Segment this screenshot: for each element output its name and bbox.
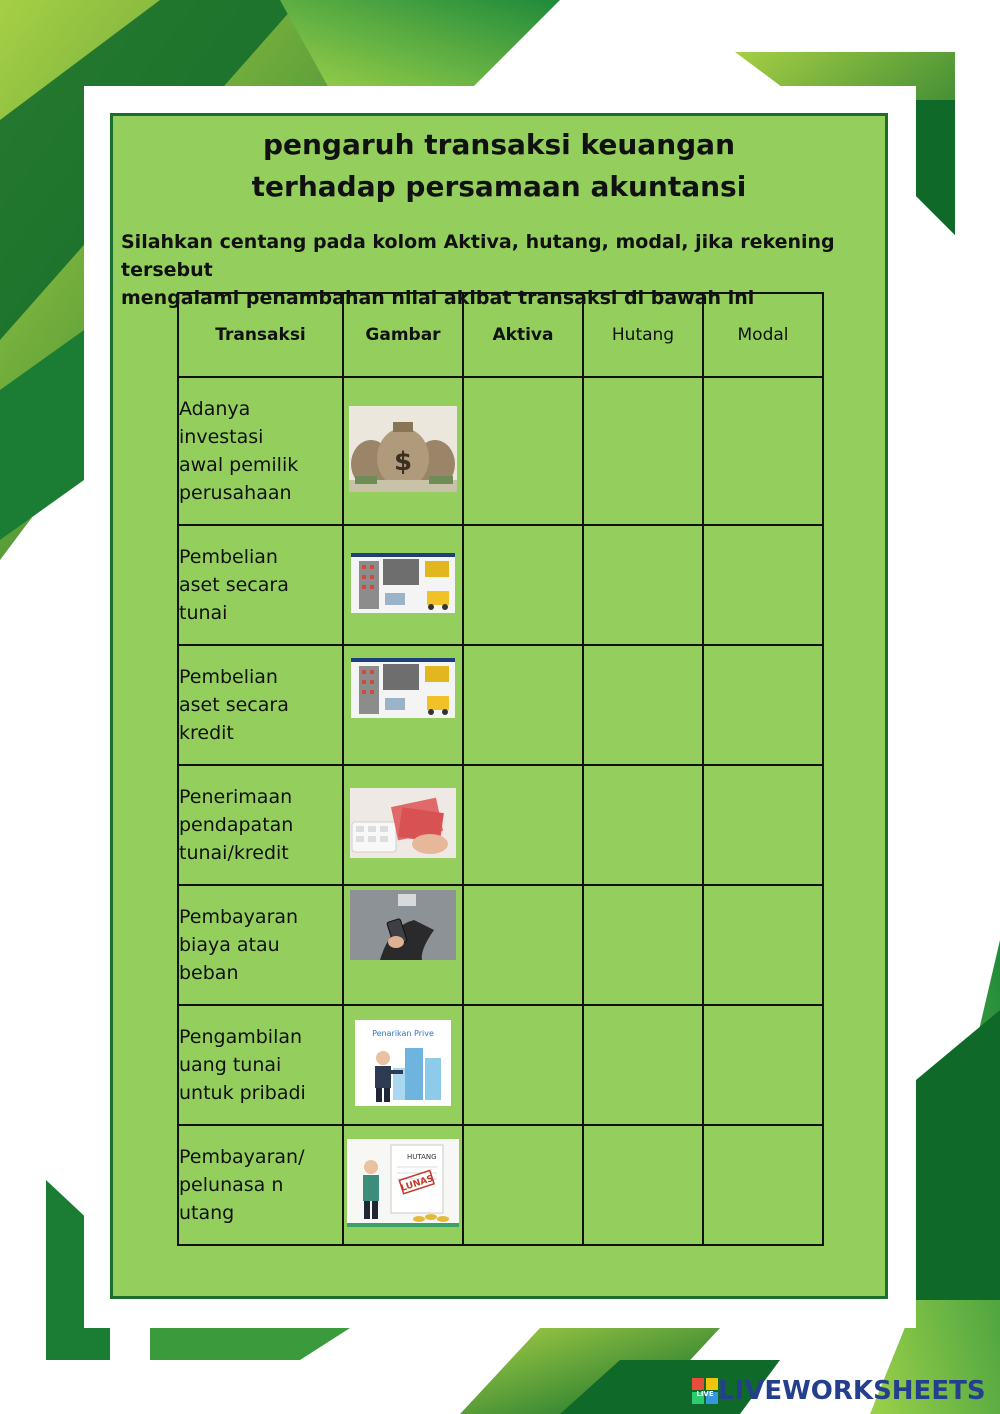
transaction-cell <box>178 765 343 885</box>
hutang-check-cell[interactable] <box>583 885 703 1005</box>
transaction-line: biaya atau <box>179 934 280 956</box>
page-title <box>110 124 888 208</box>
prive-illustration-picture <box>355 1020 451 1106</box>
live-badge-icon <box>692 1378 718 1404</box>
modal-check-cell[interactable] <box>703 765 823 885</box>
modal-check-cell[interactable] <box>703 525 823 645</box>
header-transaksi: Transaksi <box>178 293 343 377</box>
transaction-line: aset secara <box>179 694 289 716</box>
image-cell <box>343 885 463 1005</box>
aktiva-check-cell[interactable] <box>463 377 583 525</box>
hutang-check-cell[interactable] <box>583 645 703 765</box>
transaction-line: kredit <box>179 722 234 744</box>
cash-counting-picture <box>350 788 456 858</box>
table-row <box>178 377 823 525</box>
aktiva-check-cell[interactable] <box>463 525 583 645</box>
hutang-check-cell[interactable] <box>583 377 703 525</box>
table-row <box>178 885 823 1005</box>
transaction-line: Adanya <box>179 398 251 420</box>
table-row <box>178 1125 823 1245</box>
aktiva-check-cell[interactable] <box>463 645 583 765</box>
hutang-check-cell[interactable] <box>583 765 703 885</box>
phone-payment-picture <box>350 890 456 960</box>
svg-text:$: $ <box>393 447 413 477</box>
hutang-check-cell[interactable] <box>583 525 703 645</box>
transaction-line: awal pemilik <box>179 454 299 476</box>
transaction-line: Pembayaran <box>179 906 299 928</box>
transaction-cell <box>178 377 343 525</box>
transaction-line: uang tunai <box>179 1054 282 1076</box>
aktiva-check-cell[interactable] <box>463 765 583 885</box>
transaction-line: Pengambilan <box>179 1026 303 1048</box>
aktiva-check-cell[interactable] <box>463 1005 583 1125</box>
transaction-line: tunai <box>179 602 228 624</box>
hutang-check-cell[interactable] <box>583 1005 703 1125</box>
header-modal: Modal <box>703 293 823 377</box>
transaction-cell <box>178 645 343 765</box>
modal-check-cell[interactable] <box>703 885 823 1005</box>
transaction-cell <box>178 1125 343 1245</box>
transaction-line: untuk pribadi <box>179 1082 306 1104</box>
title-line-1: pengaruh transaksi keuangan <box>262 128 736 161</box>
debt-illustration-picture <box>347 1139 459 1227</box>
instruction-line-2: mengalami penambahan nilai akibat transaksi di bawah ini <box>121 287 755 309</box>
prive-caption: Penarikan Prive <box>372 1029 434 1038</box>
transaction-line: aset secara <box>179 574 289 596</box>
table-row <box>178 645 823 765</box>
modal-check-cell[interactable] <box>703 1005 823 1125</box>
instruction-line-1: Silahkan centang pada kolom Aktiva, hutang, modal, jika rekening tersebut <box>121 231 835 281</box>
aktiva-check-cell[interactable] <box>463 885 583 1005</box>
modal-check-cell[interactable] <box>703 1125 823 1245</box>
live-badge-text: LIVE <box>696 1390 714 1398</box>
modal-check-cell[interactable] <box>703 377 823 525</box>
logo-text: LIVEWORKSHEETS <box>718 1376 986 1406</box>
transaction-line: perusahaan <box>179 482 292 504</box>
transaction-line: Penerimaan <box>179 786 293 808</box>
header-gambar: Gambar <box>343 293 463 377</box>
hutang-check-cell[interactable] <box>583 1125 703 1245</box>
header-aktiva: Aktiva <box>463 293 583 377</box>
transaction-line: beban <box>179 962 239 984</box>
header-hutang: Hutang <box>583 293 703 377</box>
money-bags-picture <box>349 406 457 492</box>
transaction-line: pelunasa n <box>179 1174 284 1196</box>
transaction-cell <box>178 525 343 645</box>
transaction-line: Pembelian <box>179 666 278 688</box>
transaction-cell <box>178 885 343 1005</box>
debt-caption: HUTANG <box>407 1153 437 1161</box>
transaction-cell <box>178 1005 343 1125</box>
liveworksheets-logo <box>692 1374 986 1408</box>
transaction-line: tunai/kredit <box>179 842 289 864</box>
image-cell <box>343 765 463 885</box>
image-cell <box>343 377 463 525</box>
image-cell <box>343 525 463 645</box>
table-header-row <box>178 293 823 377</box>
assets-collage-picture <box>351 553 455 613</box>
transaction-line: Pembayaran/ <box>179 1146 305 1168</box>
title-line-2: terhadap persamaan akuntansi <box>251 170 747 203</box>
image-cell <box>343 1005 463 1125</box>
table-row <box>178 525 823 645</box>
transaction-line: Pembelian <box>179 546 278 568</box>
table-row <box>178 1005 823 1125</box>
transaction-table <box>177 292 824 1246</box>
assets-collage-picture <box>351 658 455 718</box>
image-cell <box>343 1125 463 1245</box>
table-row <box>178 765 823 885</box>
lunas-stamp: LUNAS <box>399 1173 435 1194</box>
modal-check-cell[interactable] <box>703 645 823 765</box>
transaction-line: investasi <box>179 426 264 448</box>
image-cell <box>343 645 463 765</box>
transaction-line: pendapatan <box>179 814 294 836</box>
aktiva-check-cell[interactable] <box>463 1125 583 1245</box>
transaction-line: utang <box>179 1202 235 1224</box>
